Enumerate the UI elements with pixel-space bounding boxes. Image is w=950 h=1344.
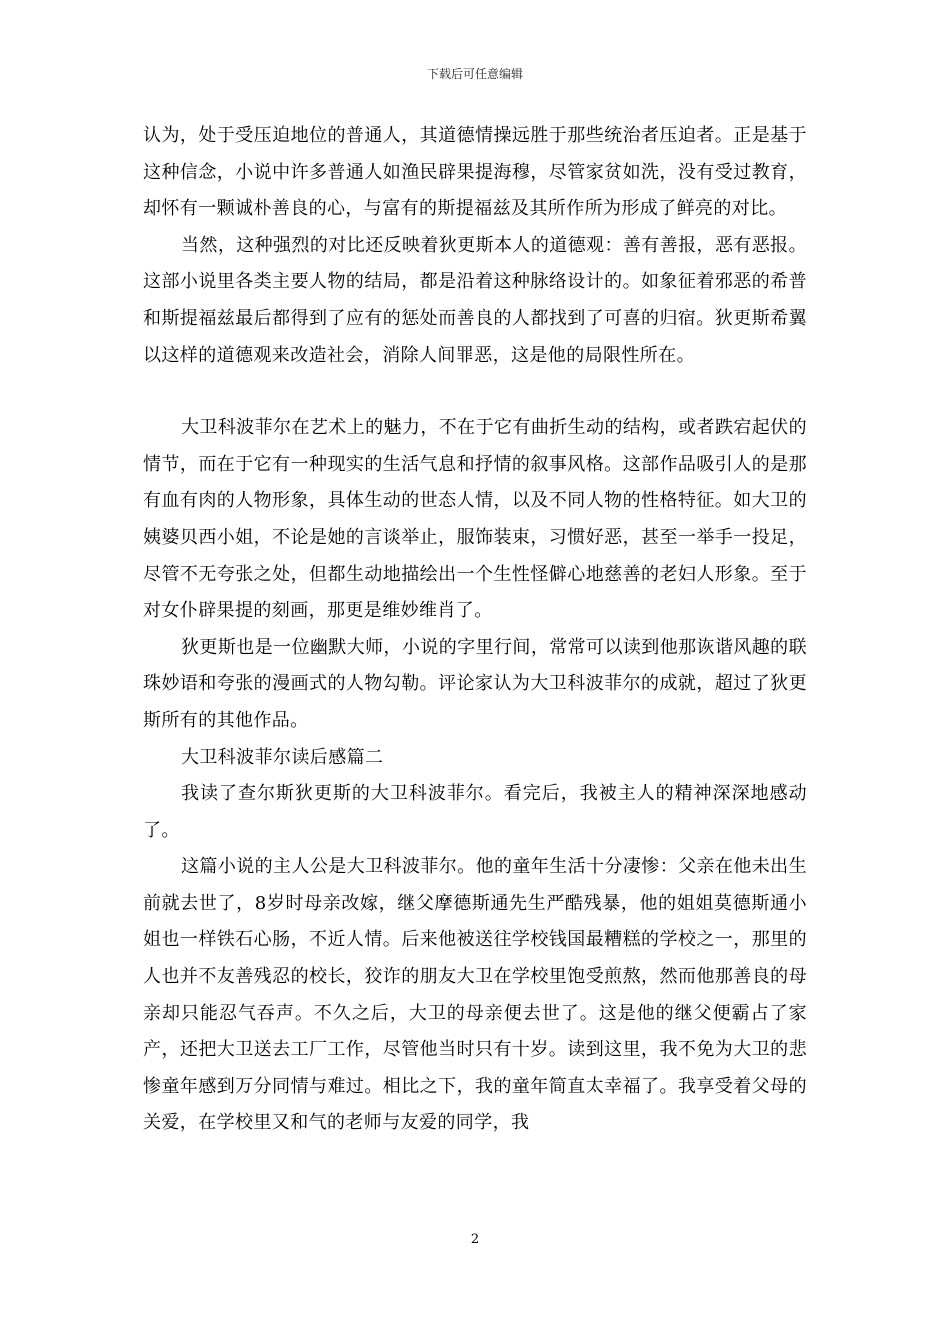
page-header: 下载后可任意编辑 <box>426 67 523 81</box>
paragraph-continued: 认为，处于受压迫地位的普通人，其道德情操远胜于那些统治者压迫者。正是基于这种信念，小说中许多普通人如渔民辟果提海穆，尽管家贫如洗，没有受过教育，却怀有一颗诚朴善良的心，与富有的斯提福兹及其所作所为形成了鲜亮的对比。 <box>143 125 807 220</box>
paragraph: 当然，这种强烈的对比还反映着狄更斯本人的道德观：善有善报，恶有恶报。这部小说里各类主要人物的结局，都是沿着这种脉络设计的。如象征着邪恶的希普和斯提福兹最后都得到了应有的惩处而善良的人都找到了可喜的归宿。狄更斯希翼以这样的道德观来改造社会，消除人间罪恶，这是他的局限性所在。 <box>143 234 807 366</box>
paragraph: 我读了查尔斯狄更斯的大卫科波菲尔。看完后，我被主人的精神深深地感动了。 <box>143 783 807 841</box>
section-heading: 大卫科波菲尔读后感篇二 <box>181 746 384 768</box>
paragraph: 狄更斯也是一位幽默大师，小说的字里行间，常常可以读到他那诙谐风趣的联珠妙语和夸张的漫画式的人物勾勒。评论家认为大卫科波菲尔的成就，超过了狄更斯所有的其他作品。 <box>143 636 807 731</box>
document-body <box>143 118 807 1142</box>
paragraph: 这篇小说的主人公是大卫科波菲尔。他的童年生活十分凄惨：父亲在他未出生前就去世了，8岁时母亲改嫁，继父摩德斯通先生严酷残暴，他的姐姐莫德斯通小姐也一样铁石心肠，不近人情。后来他被送往学校钱国最糟糕的学校之一，那里的人也并不友善残忍的校长，狡诈的朋友大卫在学校里饱受煎熬，然而他那善良的母亲却只能忍气吞声。不久之后，大卫的母亲便去世了。这是他的继父便霸占了家产，还把大卫送去工厂工作，尽管他当时只有十岁。读到这里，我不免为大卫的悲惨童年感到万分同情与难过。相比之下，我的童年简直太幸福了。我享受着父母的关爱，在学校里又和气的老师与友爱的同学，我 <box>143 856 807 1134</box>
paragraph: 大卫科波菲尔在艺术上的魅力，不在于它有曲折生动的结构，或者跌宕起伏的情节，而在于它有一种现实的生活气息和抒情的叙事风格。这部作品吸引人的是那有血有肉的人物形象，具体生动的世态人情，以及不同人物的性格特征。如大卫的姨婆贝西小姐，不论是她的言谈举止，服饰装束，习惯好恶，甚至一举手一投足，尽管不无夸张之处，但都生动地描绘出一个生性怪僻心地慈善的老妇人形象。至于对女仆辟果提的刻画，那更是维妙维肖了。 <box>143 417 807 622</box>
page-number: 2 <box>470 1232 480 1247</box>
paragraph-gap <box>143 374 807 410</box>
